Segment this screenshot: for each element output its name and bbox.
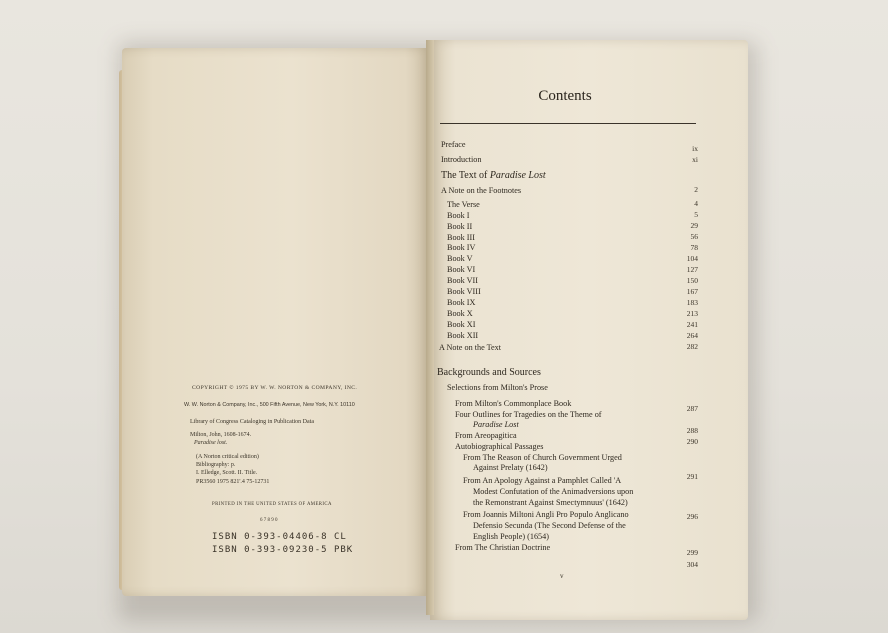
cip-author: Milton, John, 1608-1674.: [190, 432, 252, 438]
toc-entry: Book XII: [447, 331, 479, 340]
toc-page-number: 183: [686, 298, 698, 307]
toc-entry: English People) (1654): [473, 532, 549, 541]
toc-page-number: 5: [694, 210, 698, 219]
toc-entry: Book IX: [447, 298, 476, 307]
toc-page-number: 213: [686, 309, 698, 318]
cip-subject: I. Elledge, Scott. II. Title.: [196, 470, 258, 476]
toc-page-number: 167: [686, 287, 698, 296]
toc-entry: The Text of Paradise Lost: [441, 170, 546, 181]
toc-entry: From Areopagitica: [455, 431, 517, 440]
toc-entry: From Milton's Commonplace Book: [455, 399, 572, 408]
toc-entry: Book VII: [447, 276, 479, 285]
toc-page-number: ix: [692, 144, 698, 153]
cip-bibliography: Bibliography: p.: [196, 462, 236, 468]
toc-page-number: 304: [686, 560, 698, 569]
copyright-line: COPYRIGHT © 1975 BY W. W. NORTON & COMPANY, INC.: [192, 385, 358, 391]
publisher-address: W. W. Norton & Company, Inc., 500 Fifth Avenue, New York, N.Y. 10110: [184, 402, 355, 408]
toc-page-number: 104: [686, 254, 698, 263]
printed-in: PRINTED IN THE UNITED STATES OF AMERICA: [212, 502, 332, 507]
toc-entry: Book XI: [447, 320, 476, 329]
toc-entry: Book II: [447, 222, 473, 231]
toc-entry: Defensio Secunda (The Second Defense of the: [473, 521, 626, 530]
toc-page-number: 4: [694, 199, 698, 208]
toc-page-number: 2: [694, 185, 698, 194]
copyright-page: [122, 48, 430, 596]
book-gutter: [426, 40, 434, 615]
toc-entry: Book I: [447, 211, 470, 220]
toc-entry: From An Apology Against a Pamphlet Called 'A: [463, 476, 622, 485]
toc-entry: Book VIII: [447, 287, 481, 296]
toc-entry: Book X: [447, 309, 473, 318]
toc-entry: Against Prelaty (1642): [473, 463, 548, 472]
toc-page-number: 299: [686, 548, 698, 557]
toc-page-number: 282: [686, 342, 698, 351]
toc-page-number: 150: [686, 276, 698, 285]
toc-entry: Book IV: [447, 243, 476, 252]
isbn-paper: ISBN 0-393-09230-5 PBK: [212, 545, 354, 555]
toc-page-number: 78: [690, 243, 698, 252]
toc-entry: Book V: [447, 254, 473, 263]
cip-edition: (A Norton critical edition): [196, 454, 259, 460]
toc-page-number: 29: [690, 221, 698, 230]
toc-page-number: 241: [686, 320, 698, 329]
toc-entry: The Verse: [447, 200, 480, 209]
toc-page-number: 56: [690, 232, 698, 241]
isbn-cloth: ISBN 0-393-04406-8 CL: [212, 532, 347, 542]
toc-page-number: 296: [686, 512, 698, 521]
toc-entry: A Note on the Text: [439, 343, 502, 352]
toc-entry: the Remonstrant Against Smectymnuus' (1642): [473, 498, 628, 507]
contents-heading: Contents: [538, 88, 592, 104]
cip-work: Paradise lost.: [194, 440, 228, 446]
toc-page-number: xi: [692, 155, 698, 164]
page-folio: v: [560, 572, 564, 580]
toc-entry: Autobiographical Passages: [455, 442, 544, 451]
toc-entry: A Note on the Footnotes: [441, 186, 522, 195]
heading-rule: [440, 123, 696, 124]
toc-entry: Selections from Milton's Prose: [447, 383, 548, 392]
cip-title: Library of Congress Cataloging in Publication Data: [190, 419, 314, 425]
cip-classification: PR3560 1975 821'.4 75-12731: [196, 479, 270, 485]
toc-entry: From The Reason of Church Government Urged: [463, 453, 622, 462]
toc-entry: From The Christian Doctrine: [455, 543, 551, 552]
toc-entry: Modest Confutation of the Animadversions upon: [473, 487, 634, 496]
toc-page-number: 264: [686, 331, 698, 340]
toc-page-number: 127: [686, 265, 698, 274]
printing-code: 6 7 8 9 0: [260, 518, 278, 523]
toc-entry: Book VI: [447, 265, 476, 274]
toc-entry: Introduction: [441, 155, 482, 164]
toc-page-number: 288: [686, 426, 698, 435]
toc-entry: Four Outlines for Tragedies on the Theme of: [455, 410, 602, 419]
toc-entry: Paradise Lost: [473, 420, 519, 429]
toc-page-number: 291: [686, 472, 698, 481]
toc-entry: Preface: [441, 140, 466, 149]
toc-page-number: 290: [686, 437, 698, 446]
toc-entry: Book III: [447, 233, 475, 242]
toc-entry: Backgrounds and Sources: [437, 367, 541, 378]
toc-entry: From Joannis Miltoni Angli Pro Populo Anglicano: [463, 510, 629, 519]
toc-page-number: 287: [686, 404, 698, 413]
